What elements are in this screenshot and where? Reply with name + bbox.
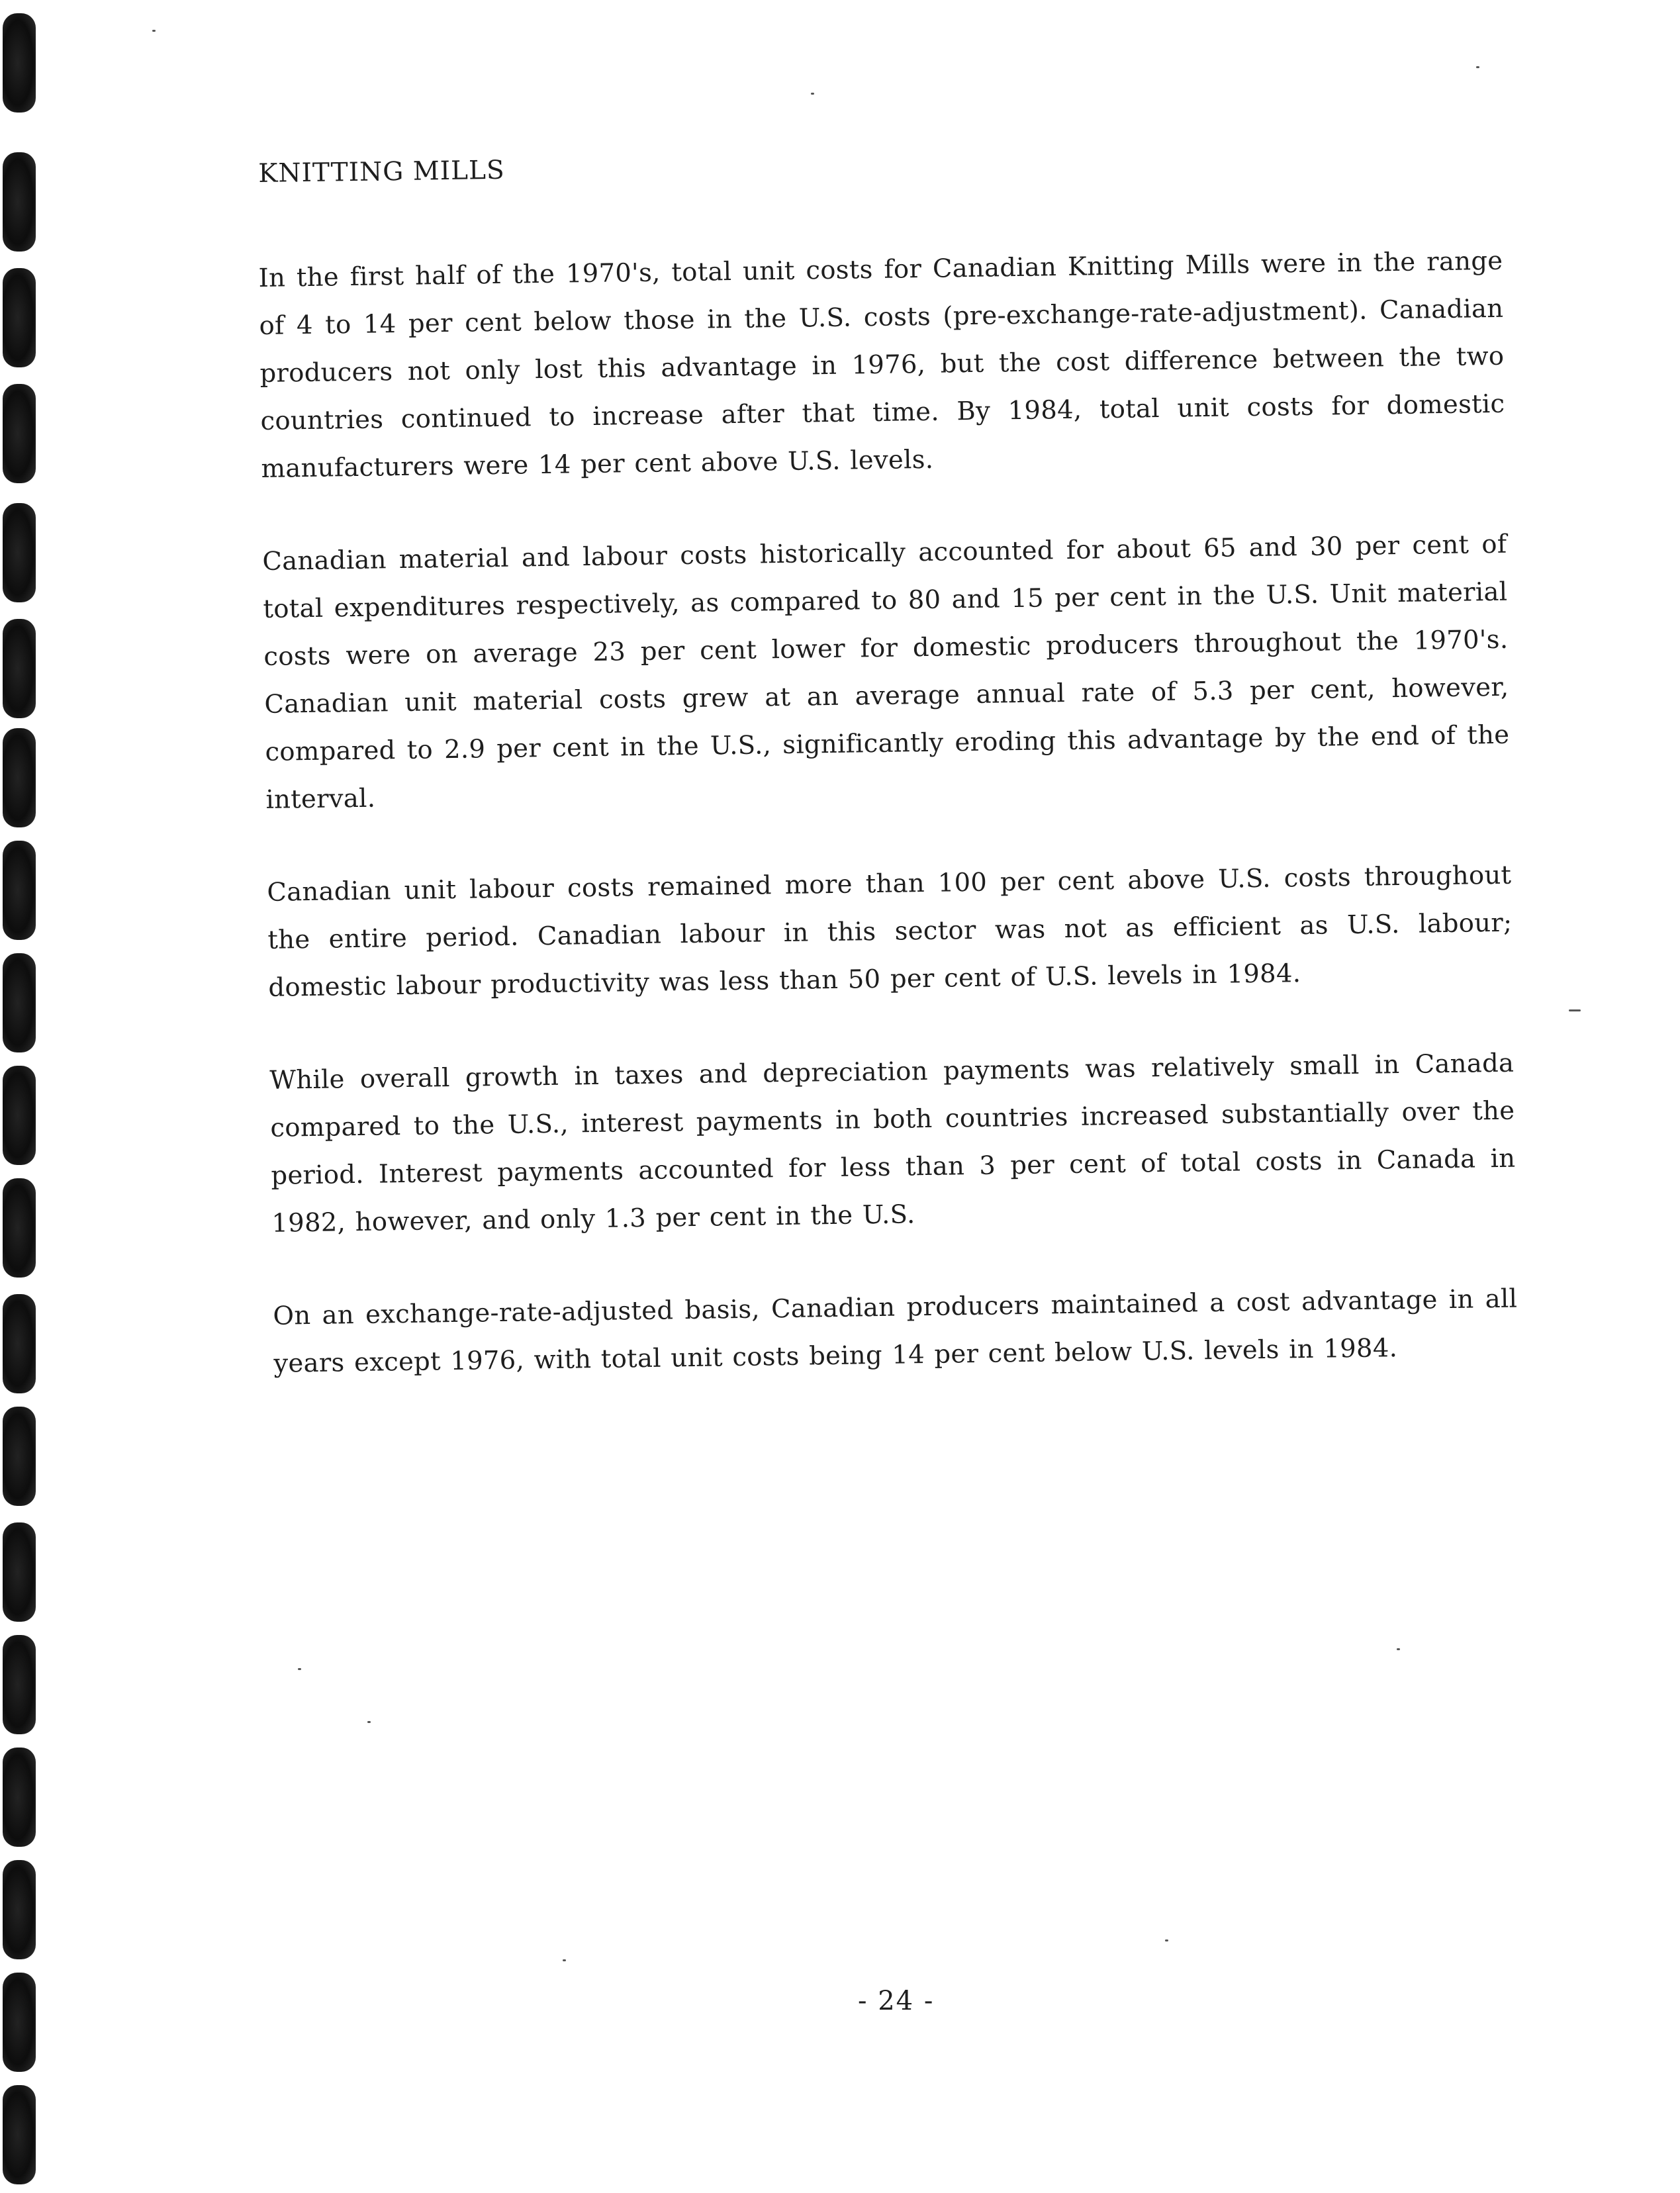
binder-hole xyxy=(3,841,36,940)
binder-hole xyxy=(3,619,36,718)
scan-speck xyxy=(298,1668,301,1670)
scan-speck xyxy=(563,1959,566,1961)
binder-hole xyxy=(3,728,36,827)
paragraph-5: On an exchange-rate-adjusted basis, Canadian producers maintained a cost advantage in all years except 1976, with total unit costs being 14 per cent below U.S. levels in 1984. xyxy=(273,1283,1518,1379)
binder-hole xyxy=(3,1973,36,2072)
binder-hole xyxy=(3,1635,36,1734)
page-number: - 24 - xyxy=(858,1986,935,2016)
binder-hole xyxy=(3,384,36,483)
binder-hole xyxy=(3,503,36,602)
scan-speck xyxy=(152,30,156,32)
scan-speck xyxy=(1476,66,1479,68)
binder-hole xyxy=(3,268,36,367)
scan-speck xyxy=(811,93,814,95)
paragraph-3: Canadian unit labour costs remained more than 100 per cent above U.S. costs throughout the entire period. Canadian labour in this sector was not as efficient as U.S. labour; domestic labour productivity was less than 50 per cent of U.S. levels in 1984. xyxy=(267,860,1513,1003)
binder-holes xyxy=(0,0,46,2193)
paragraph-1: In the first half of the 1970's, total unit costs for Canadian Knitting Mills were in the range of 4 to 14 per cent below those in the U.S. costs (pre-exchange-rate-adjustment). Canadian producers not only lost this advantage in 1976, but the cost difference between the two countries continued to increase after that time. By 1984, total unit costs for domestic manufacturers were 14 per cent above U.S. levels. xyxy=(258,246,1505,484)
binder-hole xyxy=(3,1748,36,1847)
scan-speck xyxy=(1165,1939,1168,1941)
scan-speck xyxy=(367,1721,371,1723)
binder-hole xyxy=(3,1294,36,1393)
paragraph-4: While overall growth in taxes and depreciation payments was relatively small in Canada compared to the U.S., interest payments in both countries increased substantially over the period. Interest payments accounted for less than 3 per cent of total costs in Canada in 1982, however, and only 1.3 per cent in the U.S. xyxy=(269,1048,1516,1238)
binder-hole xyxy=(3,1860,36,1959)
binder-hole xyxy=(3,1178,36,1278)
binder-hole xyxy=(3,152,36,252)
document-page xyxy=(257,142,1519,1433)
paragraph-2: Canadian material and labour costs historically accounted for about 65 and 30 per cent of total expenditures respectively, as compared to 80 and 15 per cent in the U.S. Unit material costs were on average 23 per cent lower for domestic producers throughout the 1970's. Canadian unit material costs grew at an average annual rate of 5.3 per cent, however, compared to 2.9 per cent in the U.S., significantly eroding this advantage by the end of the interval. xyxy=(262,529,1510,815)
binder-hole xyxy=(3,13,36,113)
scan-speck xyxy=(1569,1009,1581,1011)
binder-hole xyxy=(3,2085,36,2184)
binder-hole xyxy=(3,953,36,1052)
scan-speck xyxy=(1397,1648,1400,1650)
binder-hole xyxy=(3,1407,36,1506)
section-heading: KNITTING MILLS xyxy=(257,155,505,189)
binder-hole xyxy=(3,1066,36,1165)
binder-hole xyxy=(3,1522,36,1622)
